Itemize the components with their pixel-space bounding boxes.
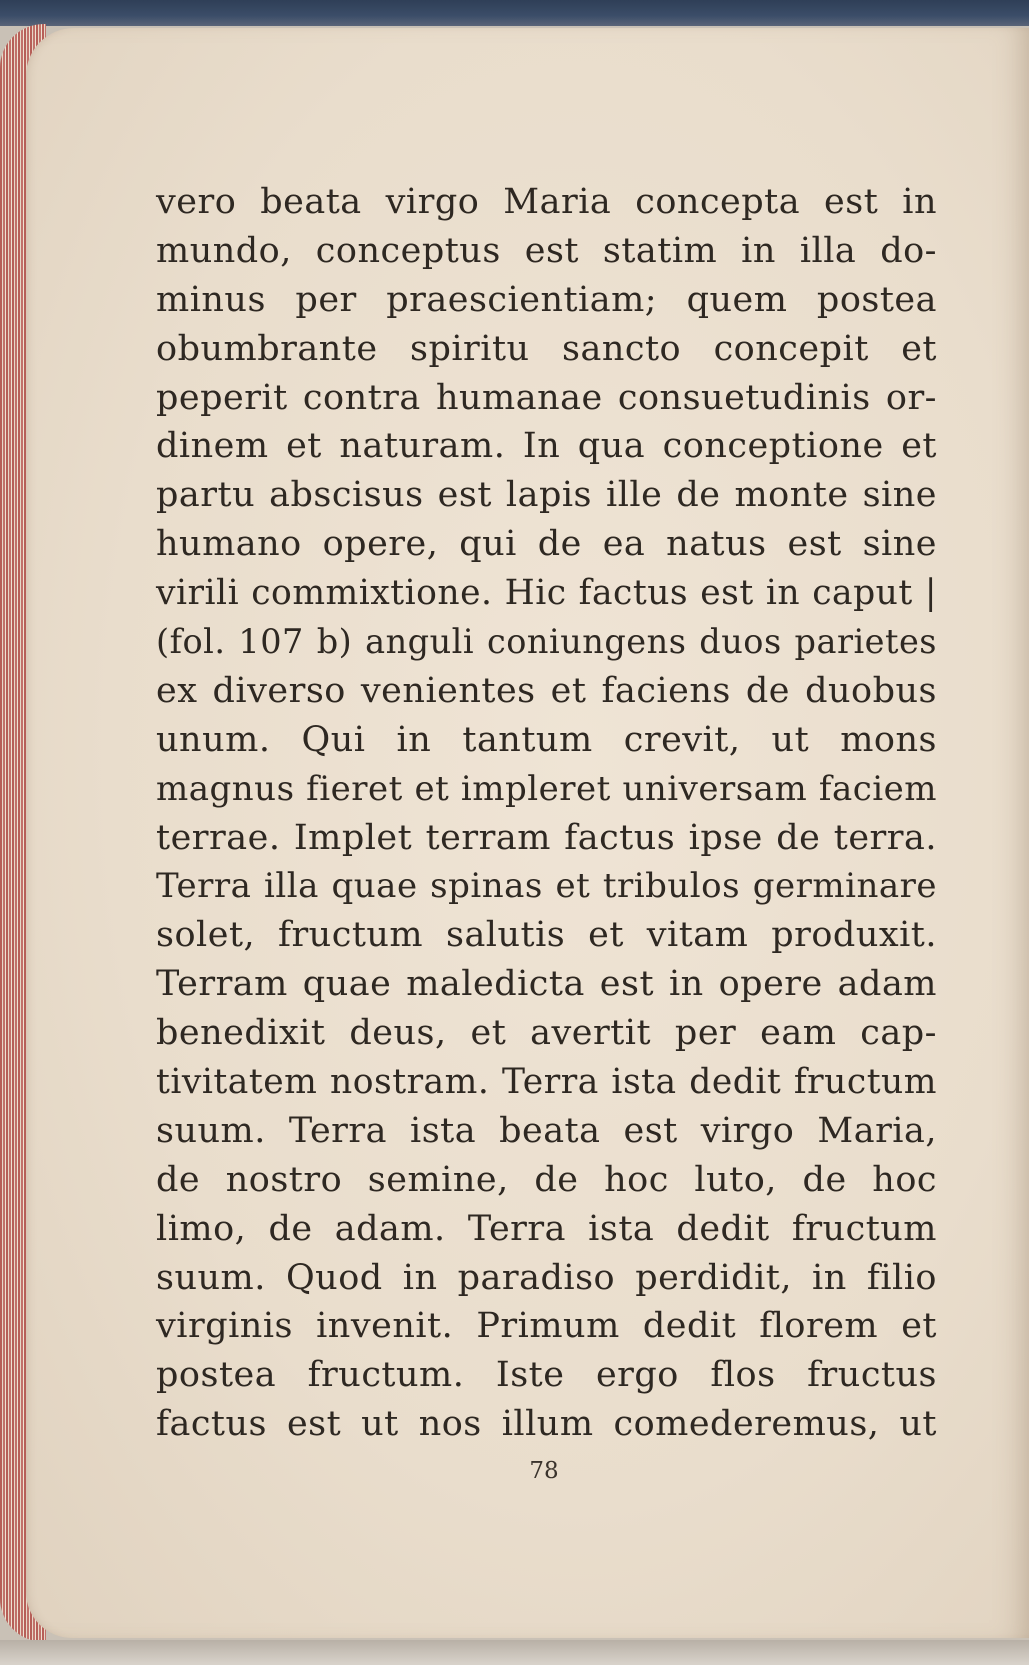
text-line: benedixit deus, et avertit per eam cap- bbox=[156, 1013, 937, 1054]
text-line: factus est ut nos illum comederemus, ut bbox=[156, 1404, 937, 1445]
text-line: mundo, conceptus est statim in illa do- bbox=[156, 230, 937, 271]
page-number: 78 bbox=[529, 1458, 559, 1484]
text-line: suum. Quod in paradiso perdidit, in filio bbox=[156, 1257, 937, 1298]
text-line: Terra illa quae spinas et tribulos germinare bbox=[156, 866, 937, 907]
text-line: peperit contra humanae consuetudinis or- bbox=[156, 377, 937, 418]
text-line: virginis invenit. Primum dedit florem et bbox=[156, 1306, 937, 1347]
book-cover-top bbox=[0, 0, 1029, 26]
text-line: de nostro semine, de hoc luto, de hoc bbox=[156, 1159, 937, 1200]
text-line: unum. Qui in tantum crevit, ut mons bbox=[156, 719, 937, 760]
text-line: terrae. Implet terram factus ipse de terra. bbox=[156, 817, 937, 858]
text-line: tivitatem nostram. Terra ista dedit fructum bbox=[156, 1062, 937, 1103]
text-line: humano opere, qui de ea natus est sine bbox=[156, 524, 937, 565]
text-line: limo, de adam. Terra ista dedit fructum bbox=[156, 1208, 937, 1249]
text-line: minus per praescientiam; quem postea bbox=[156, 279, 937, 320]
book-cover-bottom bbox=[0, 1640, 1029, 1665]
text-line: obumbrante spiritu sancto concepit et bbox=[156, 328, 937, 369]
text-line: magnus fieret et impleret universam faciem bbox=[156, 768, 937, 809]
text-line: vero beata virgo Maria concepta est in bbox=[156, 182, 937, 222]
text-line: dinem et naturam. In qua conceptione et bbox=[156, 426, 937, 467]
text-line: solet, fructum salutis et vitam produxit. bbox=[156, 915, 937, 956]
body-text bbox=[156, 178, 937, 1449]
text-line: suum. Terra ista beata est virgo Maria, bbox=[156, 1110, 937, 1151]
text-line: ex diverso venientes et faciens de duobus bbox=[156, 670, 937, 711]
text-line: (fol. 107 b) anguli coniungens duos parietes bbox=[156, 622, 937, 662]
text-line: postea fructum. Iste ergo flos fructus bbox=[156, 1355, 937, 1396]
text-line: virili commixtione. Hic factus est in caput | bbox=[156, 573, 937, 614]
text-line: Terram quae maledicta est in opere adam bbox=[156, 964, 937, 1005]
text-line: partu abscisus est lapis ille de monte sine bbox=[156, 475, 937, 516]
